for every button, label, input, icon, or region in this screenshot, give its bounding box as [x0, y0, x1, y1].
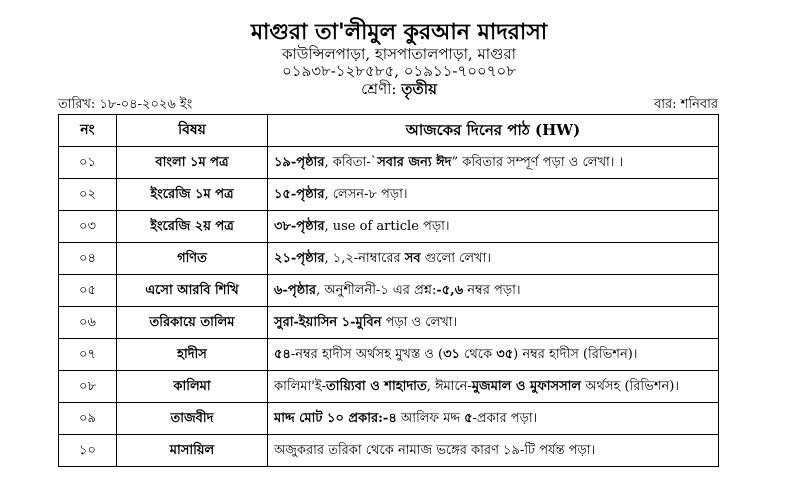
homework-bold-text: মাদ্দ মোট ১০ প্রকার:-৪: [274, 411, 397, 426]
row-subject: ইংরেজি ১ম পত্র: [117, 179, 268, 211]
table-header-row: [59, 115, 719, 147]
homework-bold-text: ৫: [464, 411, 473, 426]
date-text: তারিখ: ১৮-০৪-২০২৬ ইং: [58, 97, 193, 112]
row-homework: [268, 435, 719, 467]
row-homework: [268, 147, 719, 179]
row-homework: [268, 243, 719, 275]
row-subject: ইংরেজি ২য় পত্র: [117, 211, 268, 243]
class-value: তৃতীয়: [401, 80, 437, 98]
table-row: [59, 147, 719, 179]
header-subject: বিষয়: [117, 115, 268, 147]
table-row: [59, 243, 719, 275]
homework-text: কালিমা'ই-: [274, 379, 326, 394]
table-row: [59, 339, 719, 371]
header-number: নং: [59, 115, 117, 147]
homework-bold-text: -৫,৬: [436, 283, 464, 298]
homework-text: থেকে: [459, 347, 497, 362]
table-body: [59, 147, 719, 467]
homework-text: , use of article পড়া।: [324, 219, 450, 234]
homework-text: গুলো লেখা।: [420, 251, 492, 266]
homework-bold-text: ৩৮-পৃষ্ঠার: [274, 219, 325, 234]
table-row: [59, 275, 719, 307]
row-subject: বাংলা ১ম পত্র: [117, 147, 268, 179]
homework-bold-text: সব: [404, 251, 421, 266]
homework-bold-text: ১৫-পৃষ্ঠার: [274, 187, 325, 202]
homework-text: ” কবিতার সম্পূর্ণ পড়া ও লেখা। ।: [451, 155, 624, 170]
homework-bold-text: ৫৪: [274, 347, 291, 362]
table-row: [59, 403, 719, 435]
row-homework: [268, 179, 719, 211]
madrasa-title: মাগুরা তা'লীমুল কুরআন মাদরাসা: [250, 19, 548, 45]
table-row: [59, 307, 719, 339]
row-subject: তাজবীদ: [117, 403, 268, 435]
madrasa-phones: ০১৯৩৮-১২৮৫৮৫, ০১৯১১-৭০০৭০৮: [282, 62, 516, 80]
row-number: ০৯: [59, 403, 117, 435]
homework-bold-text: সুরা-ইয়াসিন ১-মুবিন: [274, 315, 382, 330]
homework-table: [58, 114, 719, 467]
homework-text: , ১,২-নাম্বারের: [324, 251, 405, 266]
row-subject: মাসায়িল: [117, 435, 268, 467]
row-homework: [268, 275, 719, 307]
homework-text: , ঈমানে-: [426, 379, 472, 394]
row-number: ০৫: [59, 275, 117, 307]
row-subject: গণিত: [117, 243, 268, 275]
row-number: ১০: [59, 435, 117, 467]
row-number: ০৮: [59, 371, 117, 403]
row-subject: কালিমা: [117, 371, 268, 403]
homework-bold-text: মুজমাল ও মুফাসসাল: [471, 379, 582, 394]
row-subject: এসো আরবি শিখি: [117, 275, 268, 307]
header: [0, 18, 798, 98]
row-number: ০৩: [59, 211, 117, 243]
homework-bold-text: ১৯-পৃষ্ঠার: [274, 155, 325, 170]
homework-text: পড়া ও লেখা।: [381, 315, 458, 330]
meta-row: [58, 97, 718, 113]
homework-text: , কবিতা-`: [324, 155, 378, 170]
row-homework: [268, 307, 719, 339]
row-number: ০৬: [59, 307, 117, 339]
homework-text: -প্রকার পড়া।: [472, 411, 538, 426]
row-homework: [268, 403, 719, 435]
table-row: [59, 371, 719, 403]
class-label: শ্রেণী:: [361, 80, 397, 98]
homework-bold-text: ৬-পৃষ্ঠার: [274, 283, 317, 298]
row-homework: [268, 371, 719, 403]
homework-text: অজুকরার তরিকা থেকে নামাজ ভঙ্গের কারণ ১৯-টি পর্যন্ত পড়া।: [274, 443, 596, 458]
homework-text: , অনুশীলনী-১ এর প্রশ্ন:: [316, 283, 437, 298]
homework-bold-text: ২১-পৃষ্ঠার: [274, 251, 325, 266]
row-homework: [268, 211, 719, 243]
day-text: বার: শনিবার: [654, 97, 718, 112]
row-number: ০১: [59, 147, 117, 179]
homework-text: আলিফ মদ্দ: [396, 411, 465, 426]
homework-text: -নম্বর হাদীস অর্থসহ মুখস্ত ও (: [290, 347, 444, 362]
row-subject: হাদীস: [117, 339, 268, 371]
homework-text: , লেসন-৮ পড়া।: [324, 187, 408, 202]
homework-text: নম্বর পড়া।: [463, 283, 521, 298]
row-subject: তরিকায়ে তালিম: [117, 307, 268, 339]
madrasa-address: কাউন্সিলপাড়া, হাসপাতালপাড়া, মাগুরা: [281, 45, 517, 63]
homework-text: ) নম্বর হাদীস (রিভিশন)।: [513, 347, 638, 362]
class-line: [0, 80, 798, 98]
table-row: [59, 435, 719, 467]
homework-text: অর্থসহ (রিভিশন)।: [581, 379, 679, 394]
row-number: ০৭: [59, 339, 117, 371]
row-number: ০৪: [59, 243, 117, 275]
homework-bold-text: ৩৫: [496, 347, 514, 362]
header-homework: আজকের দিনের পাঠ (HW): [268, 115, 719, 147]
homework-bold-text: তায়্যিবা ও শাহাদাত: [326, 379, 427, 394]
homework-bold-text: সবার জন্য ঈদ: [377, 155, 452, 170]
row-number: ০২: [59, 179, 117, 211]
table-row: [59, 179, 719, 211]
table-row: [59, 211, 719, 243]
homework-bold-text: ৩১: [443, 347, 460, 362]
row-homework: [268, 339, 719, 371]
